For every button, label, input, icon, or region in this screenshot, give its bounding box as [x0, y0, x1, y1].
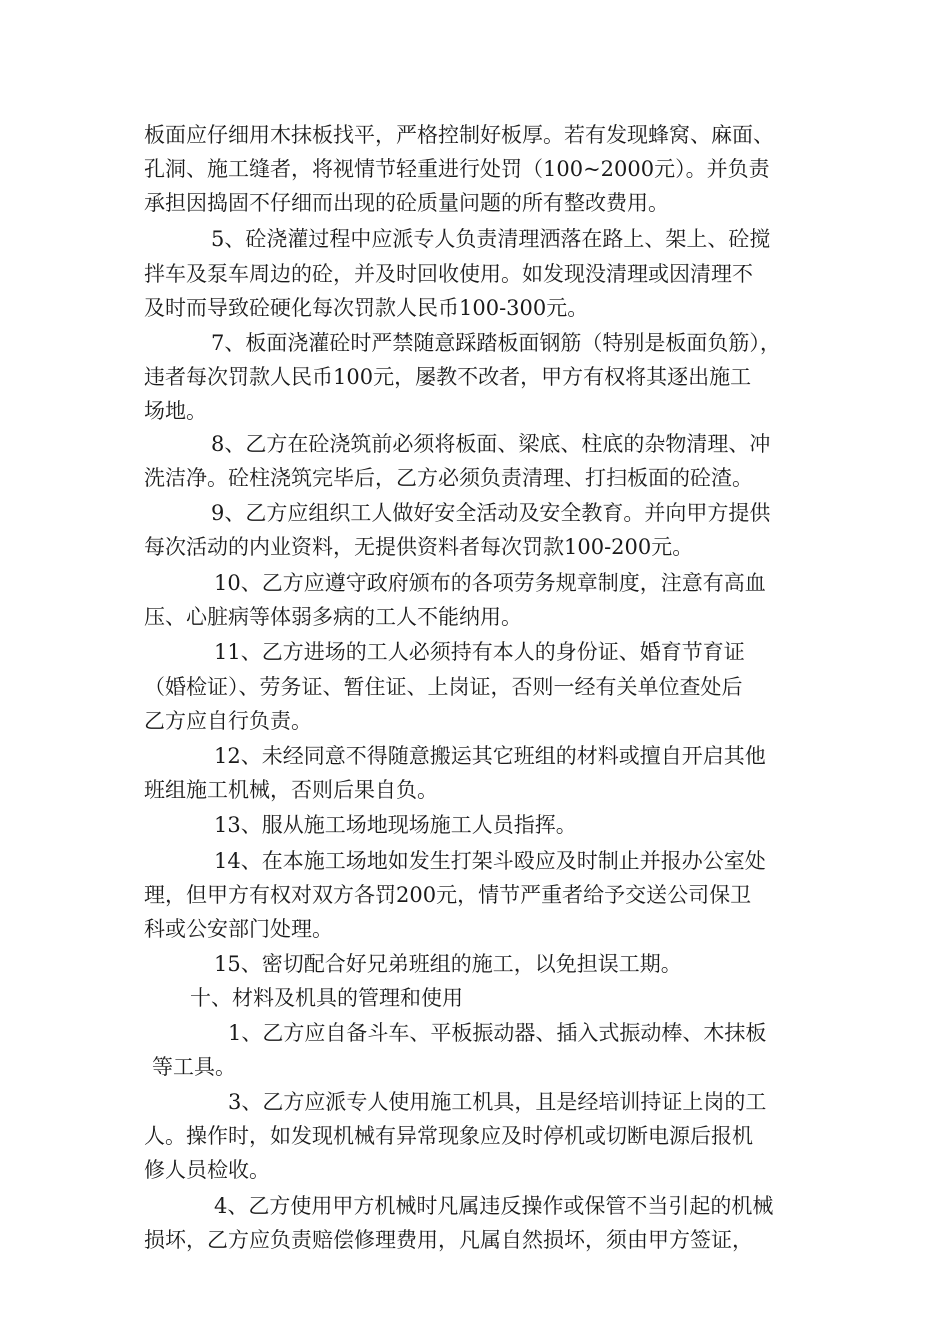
text-line: 3、乙方应派专人使用施工机具，且是经培训持证上岗的工	[228, 1090, 767, 1114]
text-line: 损坏，乙方应负责赔偿修理费用，凡属自然损坏，须由甲方签证，	[144, 1228, 753, 1252]
text-line: 等工具。	[152, 1055, 236, 1079]
text-line: 违者每次罚款人民币100元，屡教不改者，甲方有权将其逐出施工	[144, 365, 752, 389]
section-heading: 十、材料及机具的管理和使用	[190, 986, 463, 1010]
text-line: 孔洞、施工缝者，将视情节轻重进行处罚（100~2000元）。并负责	[144, 157, 770, 181]
text-line: 理，但甲方有权对双方各罚200元，情节严重者给予交送公司保卫	[144, 883, 752, 907]
text-line: 8、乙方在砼浇筑前必须将板面、梁底、柱底的杂物清理、冲	[211, 432, 771, 456]
text-line: 板面应仔细用木抹板找平，严格控制好板厚。若有发现蜂窝、麻面、	[144, 123, 774, 147]
text-line: 1、乙方应自备斗车、平板振动器、插入式振动棒、木抹板	[228, 1021, 767, 1045]
text-line: 科或公安部门处理。	[144, 917, 333, 941]
text-line: 场地。	[144, 399, 207, 423]
text-line: 洗洁净。砼柱浇筑完毕后，乙方必须负责清理、打扫板面的砼渣。	[144, 466, 753, 490]
text-line: 拌车及泵车周边的砼，并及时回收使用。如发现没清理或因清理不	[144, 262, 753, 286]
text-line: 11、乙方进场的工人必须持有本人的身份证、婚育节育证	[214, 640, 745, 664]
text-line: 9、乙方应组织工人做好安全活动及安全教育。并向甲方提供	[211, 501, 771, 525]
text-line: 14、在本施工场地如发生打架斗殴应及时制止并报办公室处	[214, 849, 766, 873]
text-line: 修人员检收。	[144, 1158, 270, 1182]
text-line: 每次活动的内业资料，无提供资料者每次罚款100-200元。	[144, 535, 694, 559]
text-line: 12、未经同意不得随意搬运其它班组的材料或擅自开启其他	[214, 744, 766, 768]
text-line: 7、板面浇灌砼时严禁随意踩踏板面钢筋（特别是板面负筋），	[211, 331, 781, 355]
text-line: 乙方应自行负责。	[144, 709, 312, 733]
text-line: 人。操作时，如发现机械有异常现象应及时停机或切断电源后报机	[144, 1124, 753, 1148]
text-line: 15、密切配合好兄弟班组的施工，以免担误工期。	[214, 952, 682, 976]
text-line: 13、服从施工场地现场施工人员指挥。	[214, 813, 577, 837]
text-line: 4、乙方使用甲方机械时凡属违反操作或保管不当引起的机械	[214, 1194, 774, 1218]
text-line: 班组施工机械，否则后果自负。	[144, 778, 438, 802]
text-line: （婚检证）、劳务证、暂住证、上岗证，否则一经有关单位查处后	[144, 675, 743, 699]
text-line: 压、心脏病等体弱多病的工人不能纳用。	[144, 605, 522, 629]
text-line: 10、乙方应遵守政府颁布的各项劳务规章制度，注意有高血	[214, 571, 766, 595]
text-line: 及时而导致砼硬化每次罚款人民币100-300元。	[144, 296, 589, 320]
text-line: 承担因捣固不仔细而出现的砼质量问题的所有整改费用。	[144, 191, 669, 215]
text-line: 5、砼浇灌过程中应派专人负责清理洒落在路上、架上、砼搅	[211, 227, 771, 251]
